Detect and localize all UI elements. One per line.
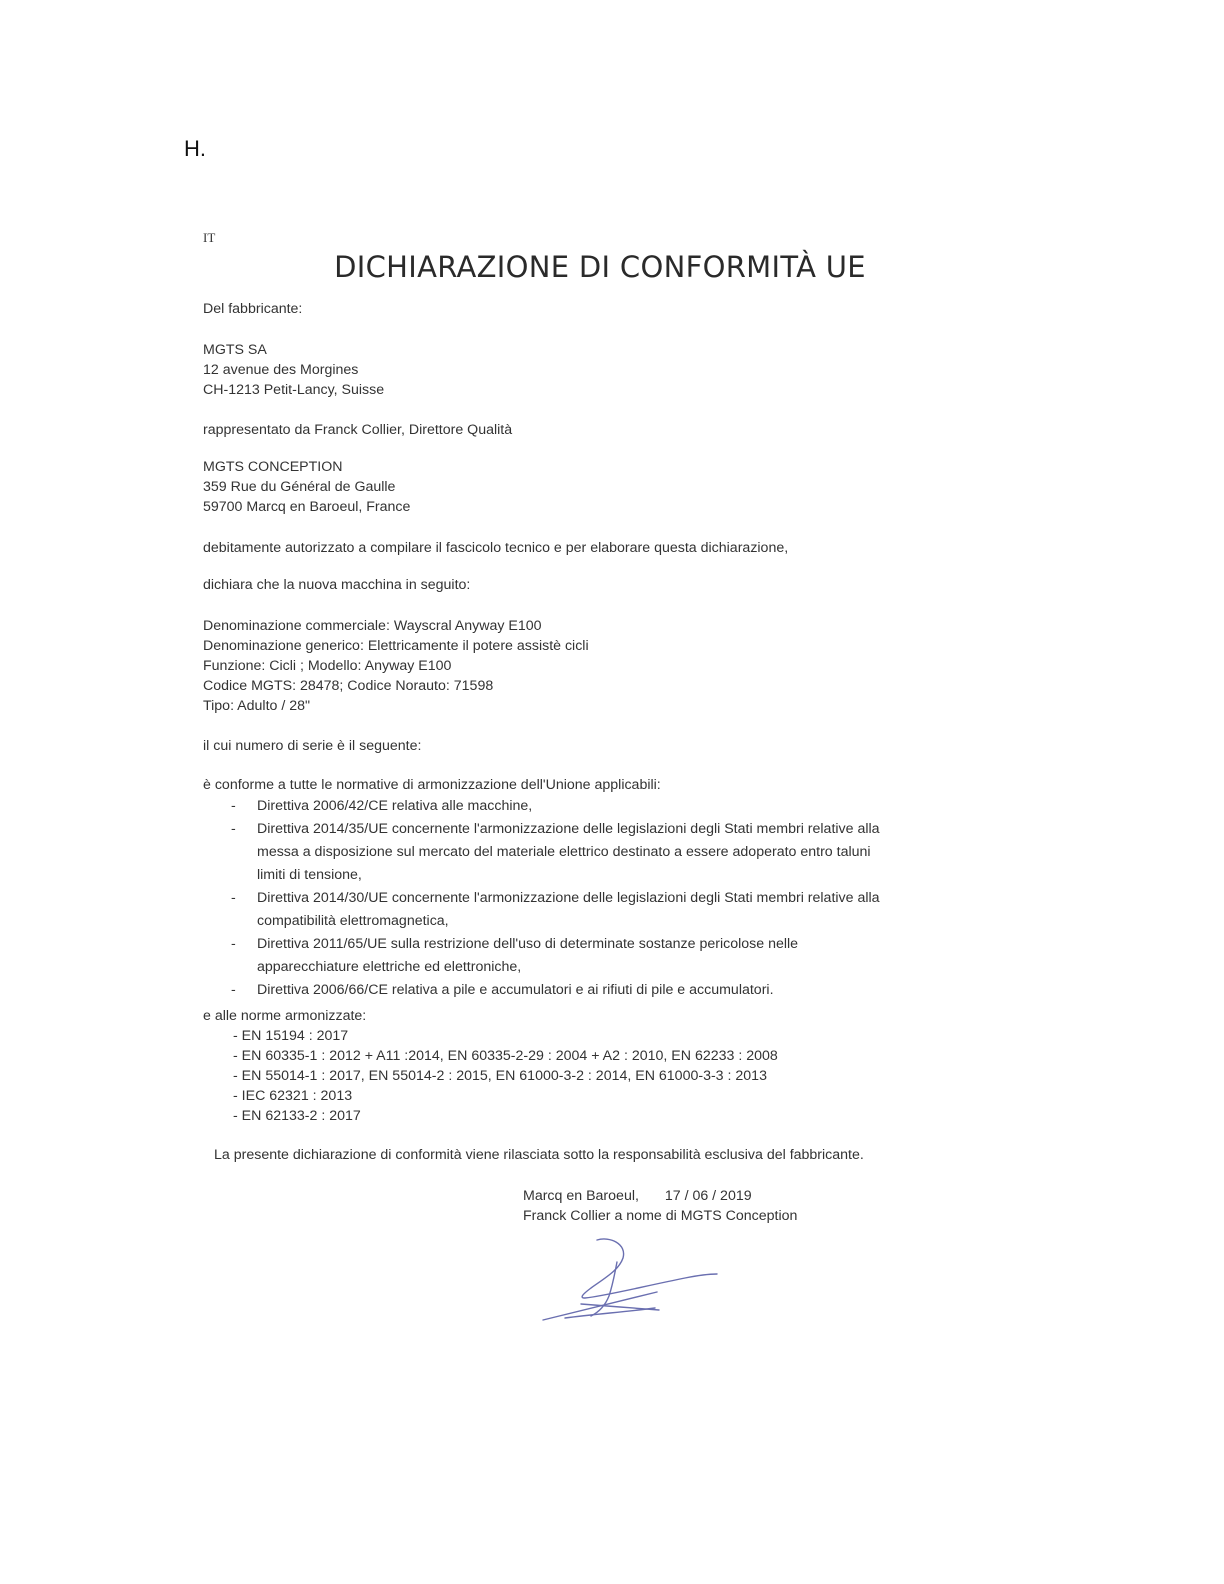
directive-line: Direttiva 2014/30/UE concernente l'armonizzazione delle legislazioni degli Stati membri relative alla	[257, 890, 880, 906]
directive-dash: -	[231, 890, 236, 906]
document-title: DICHIARAZIONE DI CONFORMITÀ UE	[334, 250, 866, 284]
machine-function: Funzione: Cicli ; Modello: Anyway E100	[203, 658, 452, 674]
manufacturer-address-line2: CH-1213 Petit-Lancy, Suisse	[203, 382, 385, 398]
signature	[535, 1232, 735, 1337]
place: Marcq en Baroeul,	[523, 1188, 639, 1204]
directive-item	[203, 795, 1003, 818]
directive-line: messa a disposizione sul mercato del materiale elettrico destinato a essere adoperato entro taluni	[257, 844, 871, 860]
signatory: Franck Collier a nome di MGTS Conception	[523, 1208, 798, 1224]
declares-text: dichiara che la nuova macchina in seguito:	[203, 577, 471, 593]
signature-graphic	[535, 1232, 735, 1332]
authorized-text: debitamente autorizzato a compilare il fascicolo tecnico e per elaborare questa dichiarazione,	[203, 540, 789, 556]
responsibility-text: La presente dichiarazione di conformità viene rilasciata sotto la responsabilità esclusiva del fabbricante.	[214, 1147, 864, 1163]
directive-line: apparecchiature elettriche ed elettroniche,	[257, 959, 522, 975]
directive-line: limiti di tensione,	[257, 867, 362, 883]
directive-line: Direttiva 2014/35/UE concernente l'armonizzazione delle legislazioni degli Stati membri relative alla	[257, 821, 880, 837]
norm-item: - IEC 62321 : 2013	[233, 1088, 353, 1104]
machine-type: Tipo: Adulto / 28"	[203, 698, 311, 714]
conformity-intro: è conforme a tutte le normative di armonizzazione dell'Unione applicabili:	[203, 777, 661, 793]
directive-line: Direttiva 2006/42/CE relativa alle macchine,	[257, 798, 533, 814]
norm-item: - EN 55014-1 : 2017, EN 55014-2 : 2015, EN 61000-3-2 : 2014, EN 61000-3-3 : 2013	[233, 1068, 767, 1084]
conception-name: MGTS CONCEPTION	[203, 459, 343, 475]
directives-list	[203, 795, 1003, 1002]
directive-dash: -	[231, 936, 236, 952]
directive-dash: -	[231, 982, 236, 998]
manufacturer-intro: Del fabbricante:	[203, 301, 303, 317]
represented-by: rappresentato da Franck Collier, Direttore Qualità	[203, 422, 513, 438]
norm-item: - EN 15194 : 2017	[233, 1028, 349, 1044]
machine-generic-name: Denominazione generico: Elettricamente il potere assistè cicli	[203, 638, 589, 654]
date: 17 / 06 / 2019	[664, 1188, 752, 1204]
directive-item	[203, 979, 1003, 1002]
directive-line: compatibilità elettromagnetica,	[257, 913, 449, 929]
section-letter: H.	[184, 136, 206, 161]
directive-item	[203, 887, 1003, 933]
language-code: IT	[203, 230, 216, 245]
norms-intro: e alle norme armonizzate:	[203, 1008, 367, 1024]
norm-item: - EN 60335-1 : 2012 + A11 :2014, EN 60335-2-29 : 2004 + A2 : 2010, EN 62233 : 2008	[233, 1048, 778, 1064]
directive-line: Direttiva 2006/66/CE relativa a pile e accumulatori e ai rifiuti di pile e accumulatori.	[257, 982, 774, 998]
directive-item	[203, 818, 1003, 887]
conception-address-line2: 59700 Marcq en Baroeul, France	[203, 499, 411, 515]
machine-codes: Codice MGTS: 28478; Codice Norauto: 71598	[203, 678, 494, 694]
manufacturer-address-line1: 12 avenue des Morgines	[203, 362, 359, 378]
conception-address	[203, 457, 410, 517]
serial-text: il cui numero di serie è il seguente:	[203, 738, 422, 754]
directive-dash: -	[231, 798, 236, 814]
place-date	[523, 1186, 752, 1206]
directive-dash: -	[231, 821, 236, 837]
norm-item: - EN 62133-2 : 2017	[233, 1108, 361, 1124]
directive-item	[203, 933, 1003, 979]
norms-list	[233, 1026, 778, 1126]
machine-details	[203, 616, 589, 716]
directive-line: Direttiva 2011/65/UE sulla restrizione dell'uso di determinate sostanze pericolose nelle	[257, 936, 799, 952]
manufacturer-address	[203, 340, 384, 400]
manufacturer-name: MGTS SA	[203, 342, 267, 358]
machine-commercial-name: Denominazione commerciale: Wayscral Anyway E100	[203, 618, 542, 634]
conception-address-line1: 359 Rue du Général de Gaulle	[203, 479, 396, 495]
